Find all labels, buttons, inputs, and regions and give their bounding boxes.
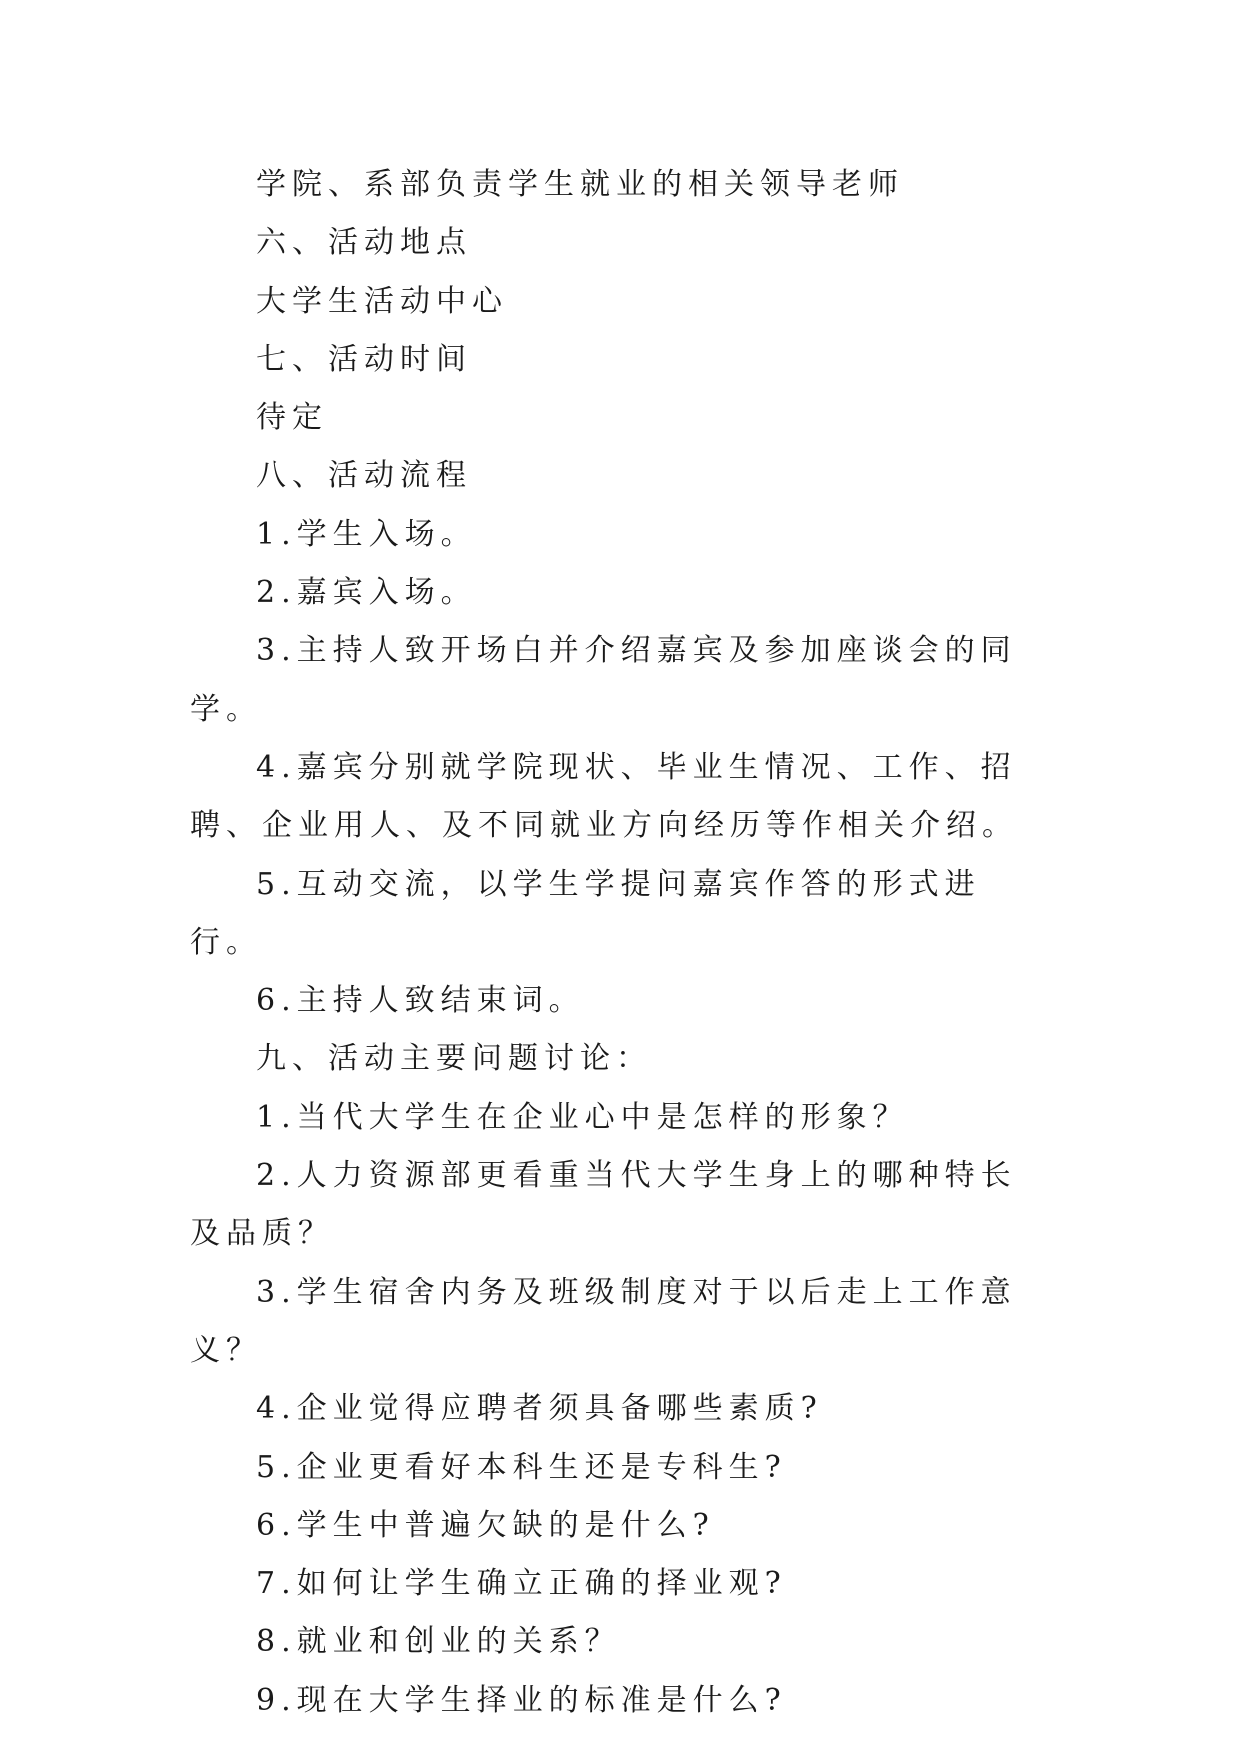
process-item: 6.主持人致结束词。 <box>256 983 585 1019</box>
question-item: 5.企业更看好本科生还是专科生? <box>256 1449 787 1485</box>
question-item: 1.当代大学生在企业心中是怎样的形象？ <box>256 1099 909 1135</box>
question-item: 9.现在大学生择业的标准是什么? <box>256 1682 787 1718</box>
process-item: 1.学生入场。 <box>256 516 477 552</box>
heading-process: 八、活动流程 <box>256 458 472 494</box>
question-item: 6.学生中普遍欠缺的是什么? <box>256 1507 715 1543</box>
heading-questions: 九、活动主要问题讨论： <box>256 1041 652 1077</box>
question-item: 2.人力资源部更看重当代大学生身上的哪种特长及品质？ <box>190 1158 1017 1252</box>
heading-time: 七、活动时间 <box>256 341 472 377</box>
question-item: 8.就业和创业的关系？ <box>256 1624 621 1660</box>
question-item: 4.企业觉得应聘者须具备哪些素质? <box>256 1391 823 1427</box>
question-item: 7.如何让学生确立正确的择业观? <box>256 1566 787 1602</box>
paragraph-attendees: 学院、系部负责学生就业的相关领导老师 <box>256 167 904 202</box>
heading-location: 六、活动地点 <box>256 225 472 261</box>
process-item: 5.互动交流，以学生学提问嘉宾作答的形式进行。 <box>190 866 981 960</box>
question-item: 3.学生宿舍内务及班级制度对于以后走上工作意义？ <box>190 1274 1017 1368</box>
document-body <box>190 156 1050 1730</box>
process-item: 2.嘉宾入场。 <box>256 575 477 611</box>
paragraph-location: 大学生活动中心 <box>256 283 508 319</box>
process-item: 4.嘉宾分别就学院现状、毕业生情况、工作、招聘、企业用人、及不同就业方向经历等作相关介绍。 <box>190 749 1018 844</box>
paragraph-time: 待定 <box>256 400 328 436</box>
process-item: 3.主持人致开场白并介绍嘉宾及参加座谈会的同学。 <box>190 633 1017 727</box>
